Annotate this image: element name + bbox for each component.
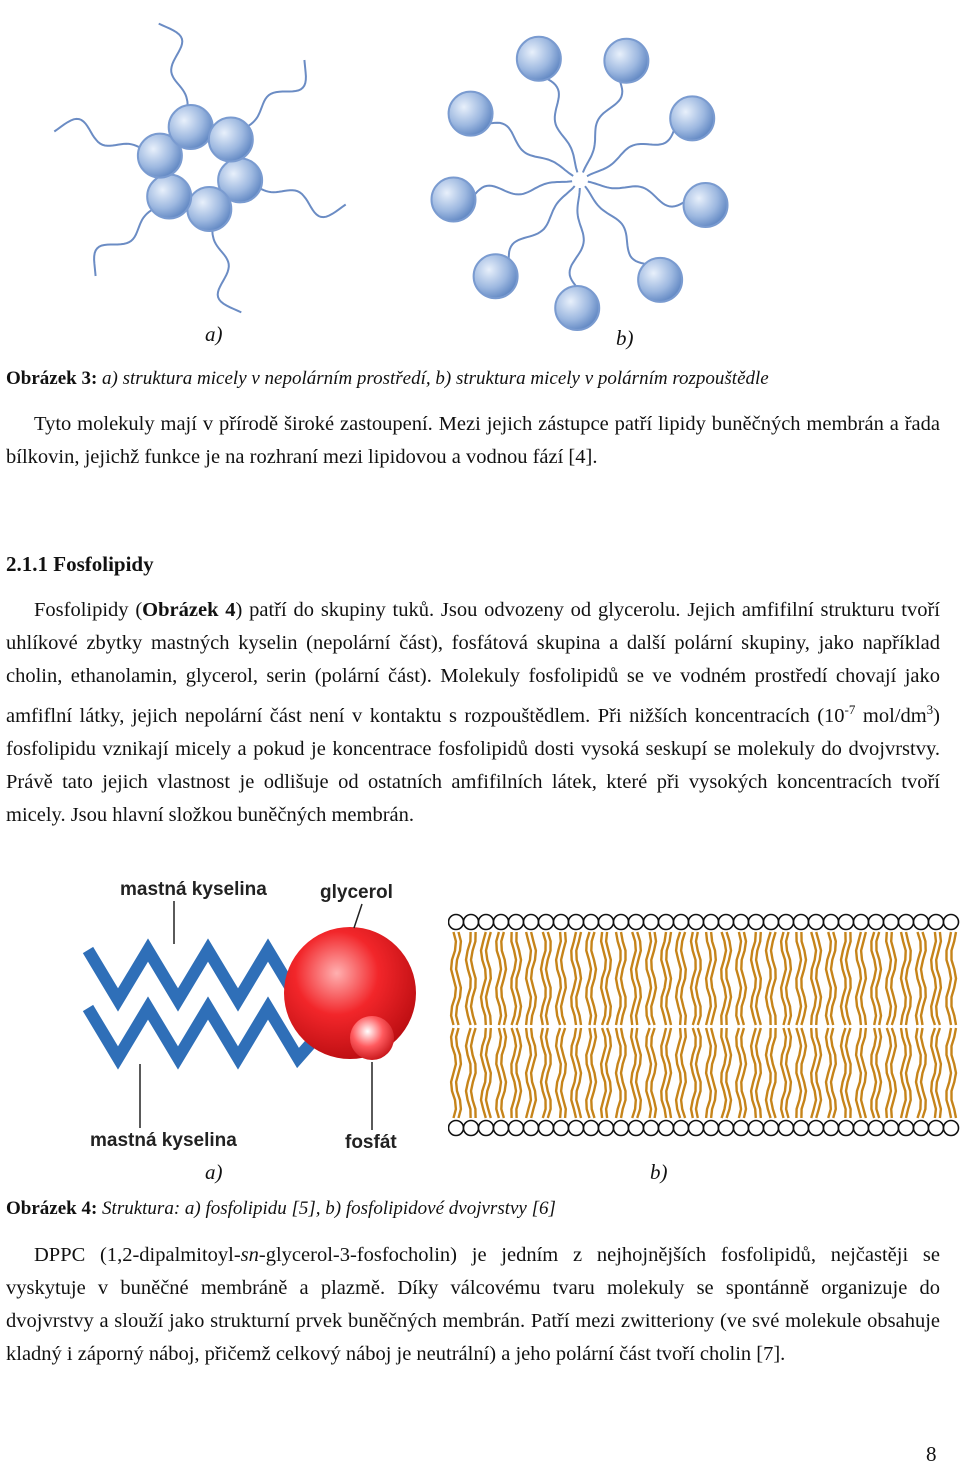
bilayer-head — [869, 915, 884, 930]
figure3-caption — [6, 368, 769, 390]
bilayer-tail — [906, 932, 911, 1025]
bilayer-head — [914, 915, 929, 930]
bilayer-tail — [466, 1028, 471, 1118]
bilayer-head — [674, 915, 689, 930]
bilayer-head — [539, 915, 554, 930]
bilayer-head — [629, 915, 644, 930]
bilayer-head — [929, 915, 944, 930]
bilayer-head — [629, 1121, 644, 1136]
bilayer-head — [779, 1121, 794, 1136]
bilayer-head — [794, 915, 809, 930]
bilayer-tail — [801, 932, 806, 1025]
micelle-b-tail — [473, 181, 572, 196]
bilayer-head — [569, 915, 584, 930]
bilayer-tail — [846, 1028, 851, 1118]
para2-superscript-1: -7 — [844, 702, 856, 717]
micelle-b-head — [431, 177, 475, 221]
bilayer-tail — [751, 932, 756, 1025]
bilayer-tail — [856, 1028, 861, 1118]
bilayer-tail — [736, 932, 741, 1025]
bilayer-tail — [726, 932, 731, 1025]
bilayer-head — [884, 1121, 899, 1136]
bilayer-tail — [846, 932, 851, 1025]
bilayer-tail — [516, 1028, 521, 1118]
bilayer-tail — [886, 1028, 891, 1118]
bilayer-head — [944, 1121, 959, 1136]
micelle-b-tail — [585, 186, 648, 264]
bilayer-head — [809, 915, 824, 930]
micelle-a-tail — [54, 119, 152, 153]
bilayer-tail — [831, 932, 836, 1025]
bilayer-tail — [891, 1028, 896, 1118]
bilayer-tail — [481, 1028, 486, 1118]
bilayer-head — [644, 1121, 659, 1136]
bilayer-tail — [816, 932, 821, 1025]
figure4-reference: Obrázek 4 — [142, 599, 236, 621]
bilayer-head — [569, 1121, 584, 1136]
micelle-b-head — [604, 39, 648, 83]
para2-superscript-2: 3 — [926, 702, 934, 717]
bilayer-tail — [451, 1028, 456, 1118]
para3-italic: sn — [240, 1244, 259, 1266]
bilayer-head — [464, 915, 479, 930]
bilayer-tail — [786, 932, 791, 1025]
bilayer-head — [494, 1121, 509, 1136]
micelle-b-tail — [488, 123, 574, 176]
bilayer-tail — [636, 932, 641, 1025]
bilayer-tail — [916, 1028, 921, 1118]
micelle-a-tail — [211, 217, 241, 313]
bilayer-tail — [481, 932, 486, 1025]
bilayer-tail — [621, 932, 626, 1025]
bilayer-head — [869, 1121, 884, 1136]
label-phosphate: fosfát — [345, 1132, 397, 1153]
phosphate-group — [350, 1016, 394, 1060]
bilayer-tail — [631, 932, 636, 1025]
bilayer-head — [764, 1121, 779, 1136]
bilayer-head — [734, 915, 749, 930]
bilayer-tail — [931, 932, 936, 1025]
bilayer-head — [779, 915, 794, 930]
fatty-acid-chain-bottom — [88, 1008, 320, 1058]
bilayer-tail — [621, 1028, 626, 1118]
micelle-b-tail — [509, 186, 575, 261]
bilayer-head — [719, 1121, 734, 1136]
bilayer-head — [824, 915, 839, 930]
bilayer-head — [524, 1121, 539, 1136]
paragraph-dppc — [6, 1239, 940, 1371]
figure4b-bilayer — [448, 910, 960, 1142]
bilayer-tail — [947, 932, 952, 1025]
bilayer-tail — [721, 1028, 726, 1118]
bilayer-tail — [561, 1028, 566, 1118]
bilayer-tail — [496, 932, 501, 1025]
bilayer-tail — [451, 932, 456, 1025]
bilayer-tail — [501, 1028, 506, 1118]
bilayer-head — [539, 1121, 554, 1136]
bilayer-tail — [456, 1028, 461, 1118]
bilayer-head — [584, 915, 599, 930]
bilayer-tail — [826, 932, 831, 1025]
bilayer-tail — [466, 932, 471, 1025]
bilayer-tail — [606, 932, 611, 1025]
bilayer-tail — [801, 1028, 806, 1118]
micelle-nonpolar — [54, 24, 345, 313]
micelle-a-tail — [237, 60, 306, 134]
micelle-b-head — [555, 286, 599, 330]
bilayer-tail — [676, 1028, 681, 1118]
bilayer-head — [554, 1121, 569, 1136]
micelle-a-tail — [159, 24, 189, 120]
micelle-b-tail — [570, 188, 584, 288]
micelle-b-head — [449, 92, 493, 136]
micelle-b-head — [474, 254, 518, 298]
micelle-b-head — [517, 37, 561, 81]
page-number: 8 — [926, 1442, 937, 1466]
micelle-b-tail — [545, 78, 577, 173]
bilayer-tail — [781, 1028, 786, 1118]
bilayer-head — [839, 1121, 854, 1136]
bilayer-tail — [531, 1028, 536, 1118]
bilayer-tail — [591, 1028, 596, 1118]
bilayer-tail — [511, 932, 516, 1025]
bilayer-head — [689, 1121, 704, 1136]
bilayer-tail — [711, 1028, 716, 1118]
para2-text-1: Fosfolipidy ( — [34, 599, 143, 621]
bilayer-head — [824, 1121, 839, 1136]
bilayer-tail — [646, 1028, 651, 1118]
para2-text-3: mol/dm — [855, 704, 927, 727]
bilayer-head — [854, 915, 869, 930]
bilayer-tail — [676, 932, 681, 1025]
bilayer-head — [479, 1121, 494, 1136]
bilayer-head — [584, 1121, 599, 1136]
bilayer-tail — [511, 1028, 516, 1118]
bilayer-tail — [726, 1028, 731, 1118]
micelle-b-tail — [587, 128, 675, 176]
bilayer-head — [464, 1121, 479, 1136]
micelle-b-head — [670, 96, 714, 140]
micelle-a-tail — [94, 202, 163, 276]
bilayer-tail — [831, 1028, 836, 1118]
figure4-caption-lead: Obrázek 4: — [6, 1198, 98, 1219]
bilayer-tail — [601, 932, 606, 1025]
bilayer-head — [749, 915, 764, 930]
bilayer-head — [929, 1121, 944, 1136]
bilayer-tail — [501, 932, 506, 1025]
bilayer-head — [899, 1121, 914, 1136]
bilayer-head — [704, 915, 719, 930]
section-heading: 2.1.1 Fosfolipidy — [6, 552, 154, 576]
figure4-label-a: a) — [205, 1160, 223, 1184]
figure3-label-a: a) — [205, 322, 223, 346]
bilayer-tail — [931, 1028, 936, 1118]
label-glycerol: glycerol — [320, 882, 393, 903]
bilayer-tail — [886, 932, 891, 1025]
para2-text-2: ) patří do skupiny tuků. Jsou odvozeny od glycerolu. Jejich amfifilní strukturu tvoří uhlíkové zbytky mastných kyselin (nepolární část), fosfátová skupina a další polární skupiny, jako například cholin, ethanolamin, glycerol, serin (polární část). Molekuly fosfolipidů se ve vodném prostředí chovají jako amfiflní látky, jejich nepolární část není v kontaktu s rozpouštědlem. Při nižších koncentracích (10 — [6, 599, 941, 727]
bilayer-tail — [661, 1028, 666, 1118]
micelle-a-tail — [248, 183, 346, 217]
bilayer-tail — [586, 1028, 591, 1118]
bilayer-head — [809, 1121, 824, 1136]
bilayer-head — [659, 1121, 674, 1136]
bilayer-tail — [751, 1028, 756, 1118]
bilayer-tail — [786, 1028, 791, 1118]
bilayer-tail — [936, 1028, 941, 1118]
figure3-caption-lead: Obrázek 3: — [6, 368, 98, 389]
glycerol-head — [284, 927, 416, 1059]
bilayer-head — [479, 915, 494, 930]
bilayer-head — [854, 1121, 869, 1136]
label-fatty-acid-bottom: mastná kyselina — [90, 1130, 237, 1151]
figure4-caption-text: Struktura: a) fosfolipidu [5], b) fosfolipidové dvojvrstvy [6] — [102, 1198, 556, 1219]
para3-text-1: DPPC (1,2-dipalmitoyl- — [34, 1244, 241, 1266]
bilayer-tail — [601, 1028, 606, 1118]
bilayer-head — [599, 1121, 614, 1136]
bilayer-tail — [496, 1028, 501, 1118]
bilayer-head — [914, 1121, 929, 1136]
bilayer-tail — [891, 932, 896, 1025]
bilayer-tail — [606, 1028, 611, 1118]
paragraph-intro: Tyto molekuly mají v přírodě široké zastoupení. Mezi jejich zástupce patří lipidy buněčných membrán a řada bílkovin, jejichž funkce je na rozhraní mezi lipidovou a vodnou fází [4]. — [6, 413, 940, 468]
para2-text-4: ) fosfolipidu vznikají micely a pokud je koncentrace fosfolipidů dosti vysoká seskupí se molekuly do dvojvrstvy. Právě tato jejich vlastnost je odlišuje od ostatních amfifilních látek, které při vysokých koncentracích tvoří micely. Jsou hlavní složkou buněčných membrán. — [6, 704, 940, 826]
bilayer-head — [704, 1121, 719, 1136]
bilayer-head — [734, 1121, 749, 1136]
bilayer-tail — [586, 932, 591, 1025]
bilayer-tail — [841, 1028, 846, 1118]
bilayer-head — [689, 915, 704, 930]
figure4-caption — [6, 1198, 556, 1220]
bilayer-tail — [856, 932, 861, 1025]
bilayer-tail — [711, 932, 716, 1025]
micelle-a-head — [187, 187, 231, 231]
bilayer-tail — [541, 1028, 546, 1118]
bilayer-tail — [456, 932, 461, 1025]
micelle-b-head — [638, 258, 682, 302]
bilayer-head — [944, 915, 959, 930]
bilayer-tail — [531, 932, 536, 1025]
bilayer-tail — [766, 1028, 771, 1118]
bilayer-tail — [876, 932, 881, 1025]
bilayer-head — [644, 915, 659, 930]
bilayer-head — [509, 1121, 524, 1136]
bilayer-tail — [571, 932, 576, 1025]
bilayer-head — [899, 915, 914, 930]
bilayer-tail — [736, 1028, 741, 1118]
bilayer-head — [554, 915, 569, 930]
bilayer-molecules — [449, 915, 959, 1136]
bilayer-tail — [631, 1028, 636, 1118]
bilayer-head — [614, 1121, 629, 1136]
micelle-a-head — [169, 105, 213, 149]
bilayer-tail — [516, 932, 521, 1025]
bilayer-tail — [947, 1028, 952, 1118]
micelle-polar — [431, 37, 727, 330]
bilayer-tail — [741, 932, 746, 1025]
bilayer-tail — [651, 1028, 656, 1118]
bilayer-tail — [936, 932, 941, 1025]
bilayer-tail — [766, 932, 771, 1025]
bilayer-tail — [646, 932, 651, 1025]
bilayer-tail — [691, 932, 696, 1025]
figure3-label-b: b) — [616, 326, 634, 350]
bilayer-tail — [571, 1028, 576, 1118]
bilayer-head — [509, 915, 524, 930]
bilayer-tail — [876, 1028, 881, 1118]
bilayer-head — [794, 1121, 809, 1136]
bilayer-head — [599, 915, 614, 930]
bilayer-tail — [741, 1028, 746, 1118]
bilayer-tail — [661, 932, 666, 1025]
paragraph-phospholipids — [6, 594, 940, 832]
bilayer-tail — [556, 1028, 561, 1118]
bilayer-tail — [541, 932, 546, 1025]
bilayer-tail — [691, 1028, 696, 1118]
figure3-caption-text: a) struktura micely v nepolárním prostředí, b) struktura micely v polárním rozpouštědle — [102, 368, 769, 389]
figure4-label-b: b) — [650, 1160, 668, 1184]
bilayer-head — [524, 915, 539, 930]
bilayer-head — [674, 1121, 689, 1136]
bilayer-tail — [816, 1028, 821, 1118]
bilayer-head — [449, 915, 464, 930]
bilayer-tail — [681, 1028, 686, 1118]
micelle-a-head — [209, 117, 253, 161]
bilayer-head — [884, 915, 899, 930]
bilayer-tail — [916, 932, 921, 1025]
figure4a-phospholipid — [80, 868, 430, 1158]
bilayer-tail — [841, 932, 846, 1025]
bilayer-tail — [636, 1028, 641, 1118]
bilayer-head — [614, 915, 629, 930]
bilayer-tail — [906, 1028, 911, 1118]
bilayer-head — [749, 1121, 764, 1136]
bilayer-head — [659, 915, 674, 930]
bilayer-head — [764, 915, 779, 930]
bilayer-tail — [591, 932, 596, 1025]
bilayer-tail — [681, 932, 686, 1025]
micelle-b-tail — [588, 182, 686, 207]
para3-text-2: -glycerol-3-fosfocholin) je jedním z nejhojnějších fosfolipidů, nejčastěji se vyskytuje v buněčné membráně a plazmě. Díky válcovému tvaru molekuly se spontánně organizuje do dvojvrstvy a slouží jako strukturní prvek buněčných membrán. Patří mezi zwitteriony (ve své molekule obsahuje kladný i záporný náboj, přičemž celkový náboj je neutrální) a jeho polární část tvoří cholin [7]. — [6, 1244, 940, 1365]
bilayer-head — [494, 915, 509, 930]
bilayer-tail — [651, 932, 656, 1025]
bilayer-head — [719, 915, 734, 930]
micelle-a-head — [147, 175, 191, 219]
bilayer-tail — [561, 932, 566, 1025]
bilayer-tail — [781, 932, 786, 1025]
label-fatty-acid-top: mastná kyselina — [120, 879, 267, 900]
bilayer-tail — [721, 932, 726, 1025]
bilayer-tail — [826, 1028, 831, 1118]
micelle-b-head — [684, 183, 728, 227]
figure3-illustration — [0, 0, 960, 340]
bilayer-head — [449, 1121, 464, 1136]
bilayer-head — [839, 915, 854, 930]
bilayer-tail — [556, 932, 561, 1025]
